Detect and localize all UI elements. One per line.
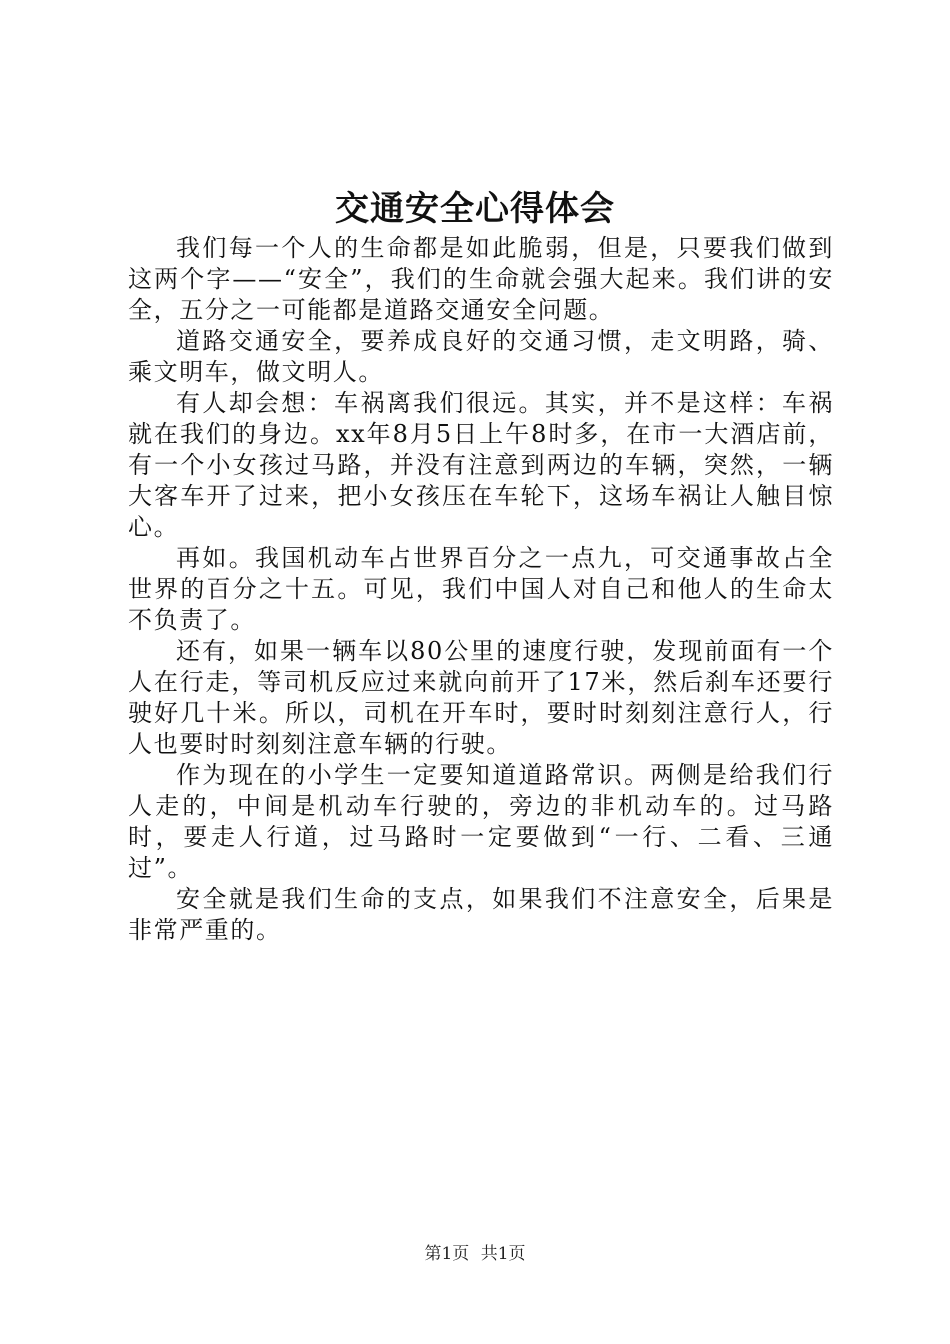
paragraph-1: 我们每一个人的生命都是如此脆弱，但是，只要我们做到这两个字——“安全”，我们的生命就会强大起来。我们讲的安全，五分之一可能都是道路交通安全问题。 (128, 234, 834, 324)
document-title: 交通安全心得体会 (335, 189, 615, 229)
document-body (128, 233, 834, 946)
page-number-current: 第1页 (424, 1244, 470, 1264)
page-footer (0, 1242, 950, 1266)
paragraph-3: 有人却会想：车祸离我们很远。其实，并不是这样：车祸就在我们的身边。xx年8月5日上午8时多，在市一大酒店前，有一个小女孩过马路，并没有注意到两边的车辆，突然，一辆大客车开了过来，把小女孩压在车轮下，这场车祸让人触目惊心。 (128, 389, 834, 541)
paragraph-6: 作为现在的小学生一定要知道道路常识。两侧是给我们行人走的，中间是机动车行驶的，旁边的非机动车的。过马路时，要走人行道，过马路时一定要做到“一行、二看、三通过”。 (128, 761, 834, 882)
paragraph-5: 还有，如果一辆车以80公里的速度行驶，发现前面有一个人在行走，等司机反应过来就向前开了17米，然后刹车还要行驶好几十米。所以，司机在开车时，要时时刻刻注意行人，行人也要时时刻刻注意车辆的行驶。 (128, 637, 834, 758)
page-number-total: 共1页 (480, 1244, 526, 1264)
paragraph-4: 再如。我国机动车占世界百分之一点九，可交通事故占全世界的百分之十五。可见，我们中国人对自己和他人的生命太不负责了。 (128, 544, 834, 634)
paragraph-7: 安全就是我们生命的支点，如果我们不注意安全，后果是非常严重的。 (128, 885, 834, 944)
paragraph-2: 道路交通安全，要养成良好的交通习惯，走文明路，骑、乘文明车，做文明人。 (128, 327, 834, 386)
